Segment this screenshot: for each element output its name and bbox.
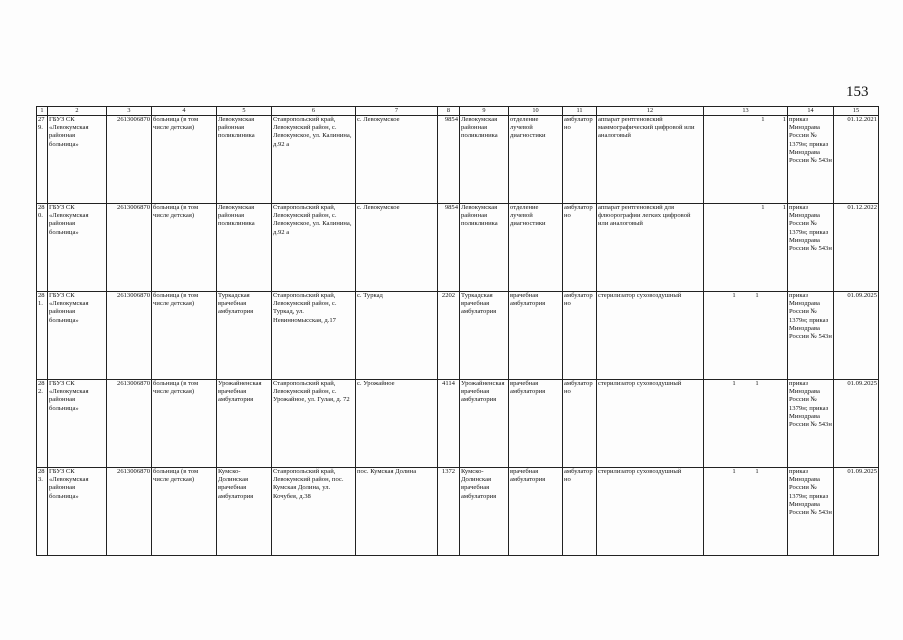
department-cell: отделение лучевой диагностики xyxy=(509,204,563,292)
table-row xyxy=(37,292,879,380)
unit-cell: Туркадская врачебная амбулатория xyxy=(460,292,509,380)
quantity-a: 1 xyxy=(732,292,736,299)
quantity-cell xyxy=(704,204,788,292)
column-header: 13 xyxy=(704,107,788,116)
organization-cell: ГБУЗ СК «Левокумская районная больница» xyxy=(48,292,107,380)
inn-cell: 2613006870 xyxy=(107,204,152,292)
settlement-cell: с. Урожайное xyxy=(356,380,438,468)
row-number: 283. xyxy=(37,468,48,556)
unit-cell: Урожайненская врачебная амбулатория xyxy=(460,380,509,468)
column-number-row xyxy=(37,107,879,116)
basis-cell: приказ Минздрава России № 1379н; приказ Минздрава России № 543н xyxy=(788,204,834,292)
department-cell: отделение лучевой диагностики xyxy=(509,116,563,204)
basis-cell: приказ Минздрава России № 1379н; приказ Минздрава России № 543н xyxy=(788,116,834,204)
address-cell: Ставропольский край, Левокумский район, с. Левокумское, ул. Калинина, д.92 а xyxy=(272,204,356,292)
unit-cell: Левокумская районная поликлиника xyxy=(460,116,509,204)
quantity-a: 1 xyxy=(761,116,765,123)
table-row xyxy=(37,468,879,556)
department-cell: врачебная амбулатория xyxy=(509,380,563,468)
org-type-cell: больница (в том числе детская) xyxy=(152,116,217,204)
care-form-cell: амбулаторно xyxy=(563,292,597,380)
organization-cell: ГБУЗ СК «Левокумская районная больница» xyxy=(48,116,107,204)
column-header: 1 xyxy=(37,107,48,116)
column-header: 8 xyxy=(438,107,460,116)
settlement-cell: с. Левокумское xyxy=(356,204,438,292)
address-cell: Ставропольский край, Левокумский район, с. Туркад, ул. Невинномысская, д.17 xyxy=(272,292,356,380)
quantity-cell xyxy=(704,380,788,468)
date-cell: 01.09.2025 xyxy=(834,292,879,380)
quantity-b: 1 xyxy=(782,204,786,211)
date-cell: 01.09.2025 xyxy=(834,380,879,468)
page-number: 153 xyxy=(846,84,869,100)
care-form-cell: амбулаторно xyxy=(563,116,597,204)
equipment-cell: аппарат рентгеновский для флюорографии легких цифровой или аналоговый xyxy=(597,204,704,292)
column-header: 2 xyxy=(48,107,107,116)
settlement-cell: с. Туркад xyxy=(356,292,438,380)
quantity-a: 1 xyxy=(761,204,765,211)
row-number: 281. xyxy=(37,292,48,380)
equipment-table xyxy=(36,106,879,556)
row-number: 279. xyxy=(37,116,48,204)
population-cell: 2202 xyxy=(438,292,460,380)
table-row xyxy=(37,380,879,468)
quantity-a: 1 xyxy=(732,380,736,387)
quantity-cell xyxy=(704,468,788,556)
inn-cell: 2613006870 xyxy=(107,380,152,468)
basis-cell: приказ Минздрава России № 1379н; приказ Минздрава России № 543н xyxy=(788,292,834,380)
org-type-cell: больница (в том числе детская) xyxy=(152,380,217,468)
organization-cell: ГБУЗ СК «Левокумская районная больница» xyxy=(48,468,107,556)
address-cell: Ставропольский край, Левокумский район, с. Левокумское, ул. Калинина, д.92 а xyxy=(272,116,356,204)
equipment-cell: стерилизатор суховоздушный xyxy=(597,292,704,380)
settlement-cell: пос. Кумская Долина xyxy=(356,468,438,556)
table-row xyxy=(37,116,879,204)
date-cell: 01.12.2022 xyxy=(834,204,879,292)
quantity-b: 1 xyxy=(755,468,759,475)
row-number: 280. xyxy=(37,204,48,292)
subdivision-cell: Левокумская районная поликлиника xyxy=(217,204,272,292)
column-header: 11 xyxy=(563,107,597,116)
column-header: 12 xyxy=(597,107,704,116)
equipment-cell: стерилизатор суховоздушный xyxy=(597,380,704,468)
quantity-a: 1 xyxy=(732,468,736,475)
column-header: 6 xyxy=(272,107,356,116)
subdivision-cell: Кумско-Долинская врачебная амбулатория xyxy=(217,468,272,556)
table-row xyxy=(37,204,879,292)
care-form-cell: амбулаторно xyxy=(563,204,597,292)
organization-cell: ГБУЗ СК «Левокумская районная больница» xyxy=(48,204,107,292)
org-type-cell: больница (в том числе детская) xyxy=(152,468,217,556)
quantity-b: 1 xyxy=(782,116,786,123)
address-cell: Ставропольский край, Левокумский район, пос. Кумская Долина, ул. Кочубея, д.38 xyxy=(272,468,356,556)
equipment-cell: аппарат рентгеновский маммографический цифровой или аналоговый xyxy=(597,116,704,204)
equipment-cell: стерилизатор суховоздушный xyxy=(597,468,704,556)
population-cell: 1372 xyxy=(438,468,460,556)
quantity-cell xyxy=(704,292,788,380)
organization-cell: ГБУЗ СК «Левокумская районная больница» xyxy=(48,380,107,468)
subdivision-cell: Левокумская районная поликлиника xyxy=(217,116,272,204)
column-header: 4 xyxy=(152,107,217,116)
row-number: 282. xyxy=(37,380,48,468)
care-form-cell: амбулаторно xyxy=(563,380,597,468)
column-header: 3 xyxy=(107,107,152,116)
inn-cell: 2613006870 xyxy=(107,116,152,204)
inn-cell: 2613006870 xyxy=(107,292,152,380)
column-header: 15 xyxy=(834,107,879,116)
column-header: 5 xyxy=(217,107,272,116)
quantity-b: 1 xyxy=(755,292,759,299)
org-type-cell: больница (в том числе детская) xyxy=(152,204,217,292)
basis-cell: приказ Минздрава России № 1379н; приказ Минздрава России № 543н xyxy=(788,468,834,556)
settlement-cell: с. Левокумское xyxy=(356,116,438,204)
date-cell: 01.12.2021 xyxy=(834,116,879,204)
subdivision-cell: Туркадская врачебная амбулатория xyxy=(217,292,272,380)
org-type-cell: больница (в том числе детская) xyxy=(152,292,217,380)
subdivision-cell: Урожайненская врачебная амбулатория xyxy=(217,380,272,468)
column-header: 14 xyxy=(788,107,834,116)
date-cell: 01.09.2025 xyxy=(834,468,879,556)
unit-cell: Левокумская районная поликлиника xyxy=(460,204,509,292)
quantity-b: 1 xyxy=(755,380,759,387)
column-header: 9 xyxy=(460,107,509,116)
population-cell: 9854 xyxy=(438,116,460,204)
column-header: 7 xyxy=(356,107,438,116)
column-header: 10 xyxy=(509,107,563,116)
basis-cell: приказ Минздрава России № 1379н; приказ Минздрава России № 543н xyxy=(788,380,834,468)
department-cell: врачебная амбулатория xyxy=(509,292,563,380)
address-cell: Ставропольский край, Левокумский район, с. Урожайное, ул. Гулая, д. 72 xyxy=(272,380,356,468)
quantity-cell xyxy=(704,116,788,204)
unit-cell: Кумско-Долинская врачебная амбулатория xyxy=(460,468,509,556)
population-cell: 9854 xyxy=(438,204,460,292)
department-cell: врачебная амбулатория xyxy=(509,468,563,556)
population-cell: 4114 xyxy=(438,380,460,468)
inn-cell: 2613006870 xyxy=(107,468,152,556)
care-form-cell: амбулаторно xyxy=(563,468,597,556)
